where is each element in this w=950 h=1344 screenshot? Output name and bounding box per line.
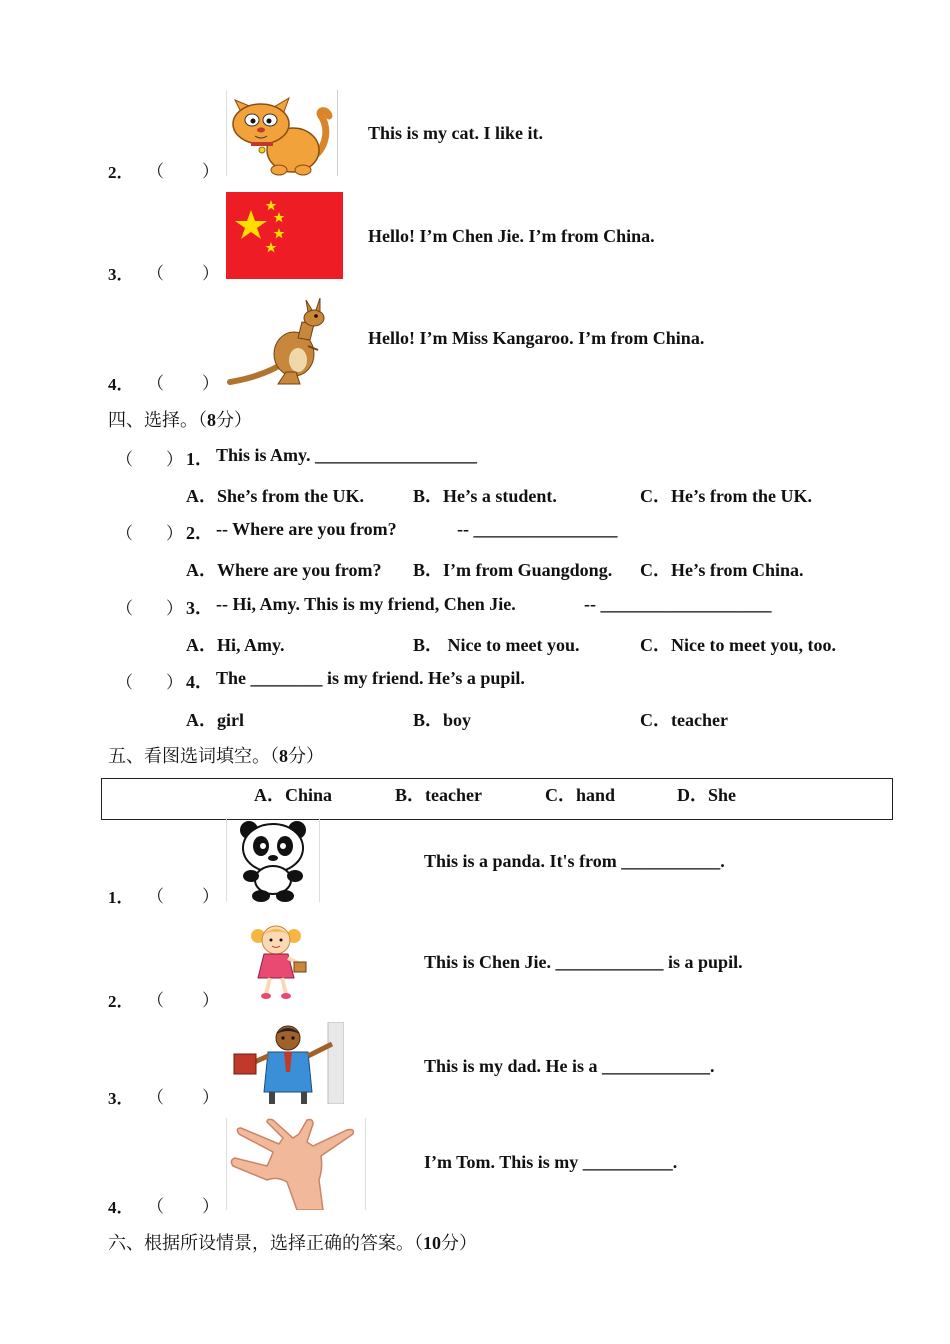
answer-paren-close: ）: [202, 162, 219, 182]
item-number: 2．: [108, 163, 134, 182]
answer-blank: -- ________________: [457, 519, 618, 539]
section4-heading: [108, 406, 252, 432]
word-bank-d: D．She: [677, 785, 737, 805]
heading-prefix: 五、看图选词填空。（: [108, 746, 279, 767]
answer-paren-open: （: [116, 524, 133, 544]
question-number: 4．: [186, 672, 213, 692]
word-bank-box: [101, 778, 893, 820]
item-sentence: This is my cat. I like it.: [368, 123, 544, 143]
answer-paren-open: （: [147, 1088, 164, 1108]
answer-paren-close: ）: [202, 374, 219, 394]
item-number: 3．: [108, 1089, 134, 1108]
girl-icon: [248, 922, 310, 1000]
heading-suffix: 分）: [441, 1233, 477, 1254]
heading-points: 10: [423, 1233, 441, 1253]
answer-paren-open: （: [147, 264, 164, 284]
word-bank-a: A．China: [254, 785, 333, 805]
answer-paren-close: ）: [202, 991, 219, 1011]
answer-paren-open: （: [147, 162, 164, 182]
question-number: 2．: [186, 523, 213, 543]
word-bank-b: B．teacher: [395, 785, 482, 805]
option-b: B． Nice to meet you.: [413, 635, 580, 655]
question-stem: -- Hi, Amy. This is my friend, Chen Jie.: [216, 594, 516, 614]
heading-suffix: 分）: [216, 410, 252, 431]
word-bank-c: C．hand: [545, 785, 616, 805]
item-sentence: This is my dad. He is a ____________.: [424, 1056, 715, 1076]
answer-paren-close: ）: [166, 450, 183, 470]
item-number: 2．: [108, 992, 134, 1011]
heading-points: 8: [207, 410, 216, 430]
item-sentence: This is Chen Jie. ____________ is a pupil.: [424, 952, 743, 972]
question-stem: This is Amy. __________________: [216, 445, 478, 465]
option-a: A．Where are you from?: [186, 560, 382, 580]
cat-icon: [226, 90, 338, 176]
item-number: 1．: [108, 888, 134, 907]
question-stem: The ________ is my friend. He’s a pupil.: [216, 668, 525, 688]
question-number: 1．: [186, 449, 213, 469]
heading-suffix: 分）: [288, 746, 324, 767]
item-number: 4．: [108, 1198, 134, 1217]
option-a: A．She’s from the UK.: [186, 486, 364, 506]
item-sentence: I’m Tom. This is my __________.: [424, 1152, 678, 1172]
item-number: 3．: [108, 265, 134, 284]
option-c: C．Nice to meet you, too.: [640, 635, 836, 655]
answer-paren-close: ）: [202, 1088, 219, 1108]
answer-blank: -- ___________________: [584, 594, 772, 614]
teacher-icon: [228, 1022, 344, 1104]
answer-paren-open: （: [116, 673, 133, 693]
option-c: C．He’s from the UK.: [640, 486, 812, 506]
answer-paren-open: （: [147, 991, 164, 1011]
china-flag-icon: [226, 192, 343, 279]
panda-icon: [226, 818, 320, 902]
heading-points: 8: [279, 746, 288, 766]
answer-paren-open: （: [116, 599, 133, 619]
answer-paren-close: ）: [202, 1197, 219, 1217]
section6-heading: [108, 1229, 477, 1255]
option-c: C．teacher: [640, 710, 728, 730]
answer-paren-close: ）: [166, 673, 183, 693]
option-b: B．boy: [413, 710, 472, 730]
heading-prefix: 六、根据所设情景，选择正确的答案。（: [108, 1233, 423, 1254]
answer-paren-close: ）: [202, 887, 219, 907]
question-number: 3．: [186, 598, 213, 618]
option-a: A．Hi, Amy.: [186, 635, 285, 655]
answer-paren-open: （: [147, 1197, 164, 1217]
answer-paren-close: ）: [166, 524, 183, 544]
answer-paren-open: （: [116, 450, 133, 470]
answer-paren-close: ）: [166, 599, 183, 619]
item-sentence: Hello! I’m Chen Jie. I’m from China.: [368, 226, 655, 246]
kangaroo-icon: [226, 298, 332, 386]
option-a: A．girl: [186, 710, 244, 730]
item-number: 4．: [108, 375, 134, 394]
answer-paren-open: （: [147, 374, 164, 394]
option-c: C．He’s from China.: [640, 560, 804, 580]
answer-paren-open: （: [147, 887, 164, 907]
section5-heading: [108, 742, 324, 768]
question-stem: -- Where are you from?: [216, 519, 397, 539]
option-b: B．I’m from Guangdong.: [413, 560, 613, 580]
heading-prefix: 四、选择。（: [108, 410, 207, 431]
item-sentence: Hello! I’m Miss Kangaroo. I’m from China.: [368, 328, 705, 348]
answer-paren-close: ）: [202, 264, 219, 284]
option-b: B．He’s a student.: [413, 486, 557, 506]
item-sentence: This is a panda. It's from ___________.: [424, 851, 725, 871]
hand-icon: [226, 1118, 366, 1210]
